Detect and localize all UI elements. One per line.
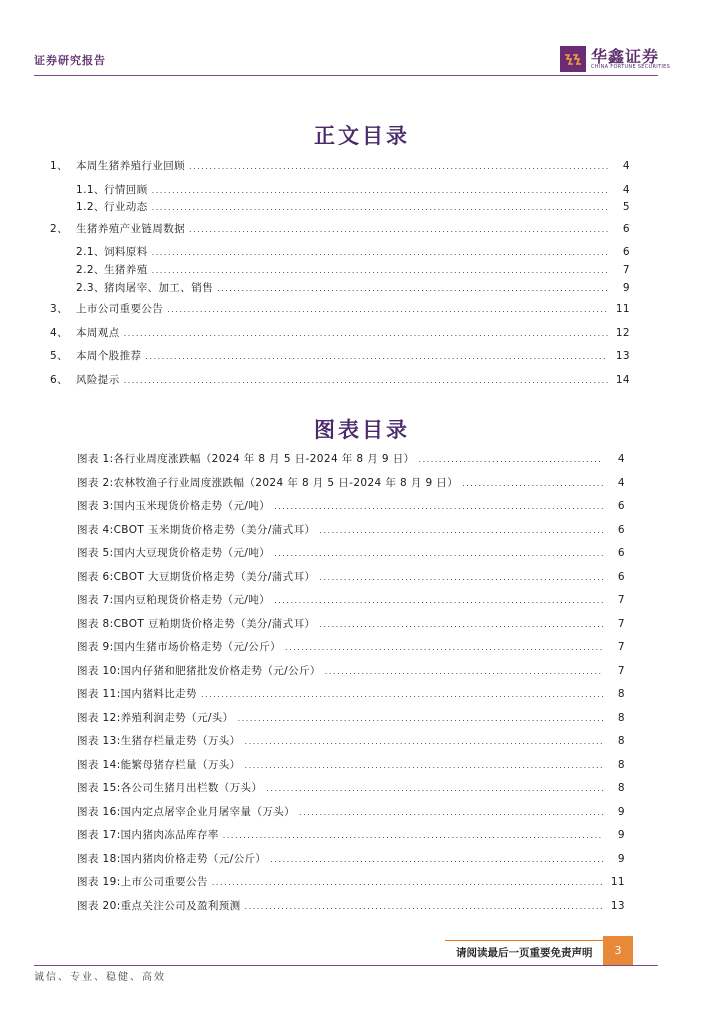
figure-entry-page: 7	[617, 594, 625, 606]
toc-entry-page: 14	[615, 373, 630, 386]
toc-entry-title: 本周生猪养殖行业回顾	[76, 160, 185, 172]
toc-entry-number: 4、	[50, 326, 68, 339]
figure-entry[interactable]	[77, 545, 625, 569]
figure-entry-page: 8	[617, 758, 625, 771]
figure-entry-label: 图表 20:	[77, 899, 121, 912]
toc-entry-page: 7	[622, 264, 630, 277]
figure-entry-title: 国内玉米现货价格走势（元/吨）	[113, 500, 271, 512]
footer-divider	[34, 965, 658, 966]
figure-entry[interactable]	[77, 733, 625, 757]
toc-leader-dots	[189, 160, 608, 172]
toc-entry[interactable]	[50, 158, 630, 182]
figure-entry[interactable]	[77, 663, 625, 687]
figure-entry-page: 8	[617, 735, 625, 747]
figure-leader-dots	[325, 665, 603, 677]
figure-entry-label: 图表 16:	[77, 805, 121, 818]
company-motto: 诚信、专业、稳健、高效	[34, 972, 166, 983]
figure-entry[interactable]	[77, 898, 625, 922]
figure-entry-label: 图表 7:	[77, 594, 114, 606]
figure-leader-dots	[319, 524, 603, 536]
logo-mark-icon	[560, 46, 586, 72]
toc-subentry[interactable]	[50, 182, 630, 200]
figure-entry-page: 4	[617, 476, 625, 489]
figure-entry-label: 图表 14:	[77, 758, 121, 771]
figure-entry[interactable]	[77, 780, 625, 804]
figure-entry-page: 7	[617, 664, 625, 677]
figure-entry-title: CBOT 豆粕期货价格走势（美分/蒲式耳）	[113, 617, 316, 630]
toc-leader-dots	[124, 374, 608, 386]
toc-entry-title: 上市公司重要公告	[76, 303, 164, 316]
figure-leader-dots	[266, 782, 603, 794]
figure-entry-title: 养殖利润走势（元/头）	[120, 711, 234, 724]
toc-entry[interactable]	[50, 348, 630, 372]
figure-entry[interactable]	[77, 451, 625, 475]
figure-entry-page: 8	[617, 688, 625, 700]
toc-entry[interactable]	[50, 325, 630, 349]
figure-entry-title: 国内猪料比走势	[120, 688, 197, 700]
toc-leader-dots	[152, 184, 608, 196]
figure-entry-page: 7	[617, 617, 625, 630]
toc-entry-number: 1、	[50, 160, 68, 172]
toc-subentry[interactable]	[50, 262, 630, 280]
toc-entry-page: 5	[622, 201, 630, 214]
toc-entry[interactable]	[50, 372, 630, 396]
toc-entry-number: 2.3、	[76, 281, 105, 294]
toc-entry-page: 9	[622, 281, 630, 294]
figure-leader-dots	[319, 618, 603, 630]
figure-leader-dots	[223, 829, 603, 841]
figure-entry-page: 6	[617, 500, 625, 512]
toc-title: 正文目录	[314, 123, 410, 148]
figures-title: 图表目录	[314, 417, 410, 442]
figure-entry[interactable]	[77, 592, 625, 616]
figure-leader-dots	[462, 477, 603, 489]
figure-entry-title: 农林牧渔子行业周度涨跌幅（2024 年 8 月 5 日-2024 年 8 月 9 日）	[113, 476, 459, 489]
toc-entry-number: 6、	[50, 373, 68, 386]
figure-leader-dots	[299, 806, 603, 818]
toc-subentry[interactable]	[50, 199, 630, 217]
toc-entry-number: 3、	[50, 303, 68, 316]
figure-entry-title: 国内生猪市场价格走势（元/公斤）	[113, 641, 281, 653]
toc-entry-page: 4	[622, 160, 630, 172]
toc-entry-title: 行情回顾	[104, 183, 148, 196]
figure-leader-dots	[274, 500, 603, 512]
figure-entry[interactable]	[77, 851, 625, 875]
figure-leader-dots	[201, 688, 603, 700]
toc-subentry[interactable]	[50, 280, 630, 298]
figure-entry[interactable]	[77, 639, 625, 663]
figure-list	[77, 451, 625, 921]
figure-leader-dots	[274, 547, 603, 559]
figure-entry[interactable]	[77, 569, 625, 593]
figure-entry-label: 图表 9:	[77, 641, 114, 653]
figure-entry[interactable]	[77, 475, 625, 499]
page-number: 3	[603, 936, 633, 966]
report-type-label: 证券研究报告	[34, 54, 106, 67]
figure-entry-page: 4	[617, 453, 625, 465]
toc-leader-dots	[167, 303, 608, 315]
toc-leader-dots	[124, 327, 608, 339]
figure-entry-title: 各行业周度涨跌幅（2024 年 8 月 5 日-2024 年 8 月 9 日）	[113, 453, 415, 465]
logo-text-cn: 华鑫证券	[591, 47, 660, 66]
figure-entry-label: 图表 5:	[77, 547, 114, 559]
figure-entry-label: 图表 18:	[77, 852, 121, 865]
figure-entry-page: 11	[610, 876, 625, 888]
figure-entry-title: CBOT 大豆期货价格走势（美分/蒲式耳）	[113, 570, 316, 583]
toc-entry-number: 2、	[50, 222, 68, 235]
figure-leader-dots	[285, 641, 603, 653]
figure-leader-dots	[238, 712, 603, 724]
figure-entry-label: 图表 19:	[77, 876, 121, 888]
figure-entry-title: 各公司生猪月出栏数（万头）	[120, 782, 263, 794]
figure-entry-label: 图表 1:	[77, 453, 114, 465]
figure-entry-title: 国内豆粕现货价格走势（元/吨）	[113, 594, 271, 606]
toc-entry-page: 13	[615, 350, 630, 363]
toc-entry-title: 生猪养殖	[104, 264, 148, 277]
toc-leader-dots	[152, 201, 608, 213]
figure-entry-page: 9	[617, 852, 625, 865]
toc-entry-page: 6	[622, 222, 630, 235]
figure-entry-title: 国内大豆现货价格走势（元/吨）	[113, 547, 271, 559]
header-divider	[34, 75, 658, 76]
figure-entry-title: 国内定点屠宰企业月屠宰量（万头）	[120, 805, 296, 818]
figure-entry-page: 9	[617, 805, 625, 818]
figure-entry[interactable]	[77, 522, 625, 546]
toc-entry-title: 风险提示	[76, 373, 120, 386]
toc-entry-number: 2.1、	[76, 246, 105, 259]
figure-entry[interactable]	[77, 710, 625, 734]
toc-entry-title: 行业动态	[104, 201, 148, 214]
toc-entry-title: 猪肉屠宰、加工、销售	[104, 281, 213, 294]
figure-entry-title: 国内猪肉价格走势（元/公斤）	[120, 852, 267, 865]
figure-entry-label: 图表 17:	[77, 829, 121, 841]
toc-entry[interactable]	[50, 301, 630, 325]
figure-entry-page: 6	[617, 523, 625, 536]
toc-entry-title: 本周观点	[76, 326, 120, 339]
figure-leader-dots	[270, 853, 603, 865]
figure-entry-title: 生猪存栏量走势（万头）	[120, 735, 241, 747]
figure-leader-dots	[212, 876, 603, 888]
toc-leader-dots	[145, 350, 608, 362]
figure-entry-page: 9	[617, 829, 625, 841]
figure-entry-label: 图表 15:	[77, 782, 121, 794]
logo-text-en: CHINA FORTUNE SECURITIES	[591, 64, 671, 70]
figure-entry[interactable]	[77, 804, 625, 828]
toc-entry-number: 5、	[50, 350, 68, 363]
toc-entry-page: 4	[622, 183, 630, 196]
figure-entry-label: 图表 13:	[77, 735, 121, 747]
toc-leader-dots	[217, 282, 608, 294]
toc-subentry[interactable]	[50, 244, 630, 262]
figure-entry-page: 7	[617, 641, 625, 653]
figure-entry[interactable]	[77, 498, 625, 522]
toc-leader-dots	[152, 246, 608, 258]
figure-entry-label: 图表 4:	[77, 523, 114, 536]
figure-entry-title: 重点关注公司及盈利预测	[120, 899, 241, 912]
toc-list	[50, 158, 630, 395]
figure-entry-title: 能繁母猪存栏量（万头）	[120, 758, 241, 771]
figure-entry[interactable]	[77, 874, 625, 898]
disclaimer-link[interactable]: 请阅读最后一页重要免责声明	[456, 947, 593, 959]
figure-entry-label: 图表 3:	[77, 500, 114, 512]
figure-entry-title: 国内仔猪和肥猪批发价格走势（元/公斤）	[120, 664, 321, 677]
figure-entry-page: 13	[610, 899, 625, 912]
figure-entry[interactable]	[77, 757, 625, 781]
figure-entry-title: 上市公司重要公告	[120, 876, 208, 888]
toc-entry-title: 生猪养殖产业链周数据	[76, 222, 185, 235]
figure-leader-dots	[245, 759, 603, 771]
figure-entry-title: 国内猪肉冻品库存率	[120, 829, 219, 841]
toc-entry-page: 11	[615, 303, 630, 316]
toc-entry-number: 2.2、	[76, 264, 105, 277]
figure-entry-label: 图表 6:	[77, 570, 114, 583]
toc-entry-title: 饲料原料	[104, 246, 148, 259]
figure-entry-label: 图表 10:	[77, 664, 121, 677]
toc-entry-number: 1.1、	[76, 183, 105, 196]
figure-entry[interactable]	[77, 616, 625, 640]
figure-entry-label: 图表 2:	[77, 476, 114, 489]
toc-entry[interactable]	[50, 221, 630, 245]
figure-entry-label: 图表 11:	[77, 688, 121, 700]
figure-entry-page: 8	[617, 711, 625, 724]
figure-entry-page: 8	[617, 782, 625, 794]
toc-entry-page: 6	[622, 246, 630, 259]
toc-entry-number: 1.2、	[76, 201, 105, 214]
figure-leader-dots	[245, 900, 603, 912]
figure-entry-page: 6	[617, 570, 625, 583]
toc-leader-dots	[152, 264, 608, 276]
figure-entry[interactable]	[77, 827, 625, 851]
figure-entry-label: 图表 8:	[77, 617, 114, 630]
figure-entry-title: CBOT 玉米期货价格走势（美分/蒲式耳）	[113, 523, 316, 536]
toc-entry-page: 12	[615, 326, 630, 339]
figure-leader-dots	[245, 735, 603, 747]
figure-leader-dots	[419, 453, 604, 465]
figure-entry-page: 6	[617, 547, 625, 559]
figure-entry[interactable]	[77, 686, 625, 710]
figure-leader-dots	[274, 594, 603, 606]
toc-leader-dots	[189, 223, 608, 235]
figure-leader-dots	[319, 571, 603, 583]
figure-entry-label: 图表 12:	[77, 711, 121, 724]
toc-entry-title: 本周个股推荐	[76, 350, 142, 363]
